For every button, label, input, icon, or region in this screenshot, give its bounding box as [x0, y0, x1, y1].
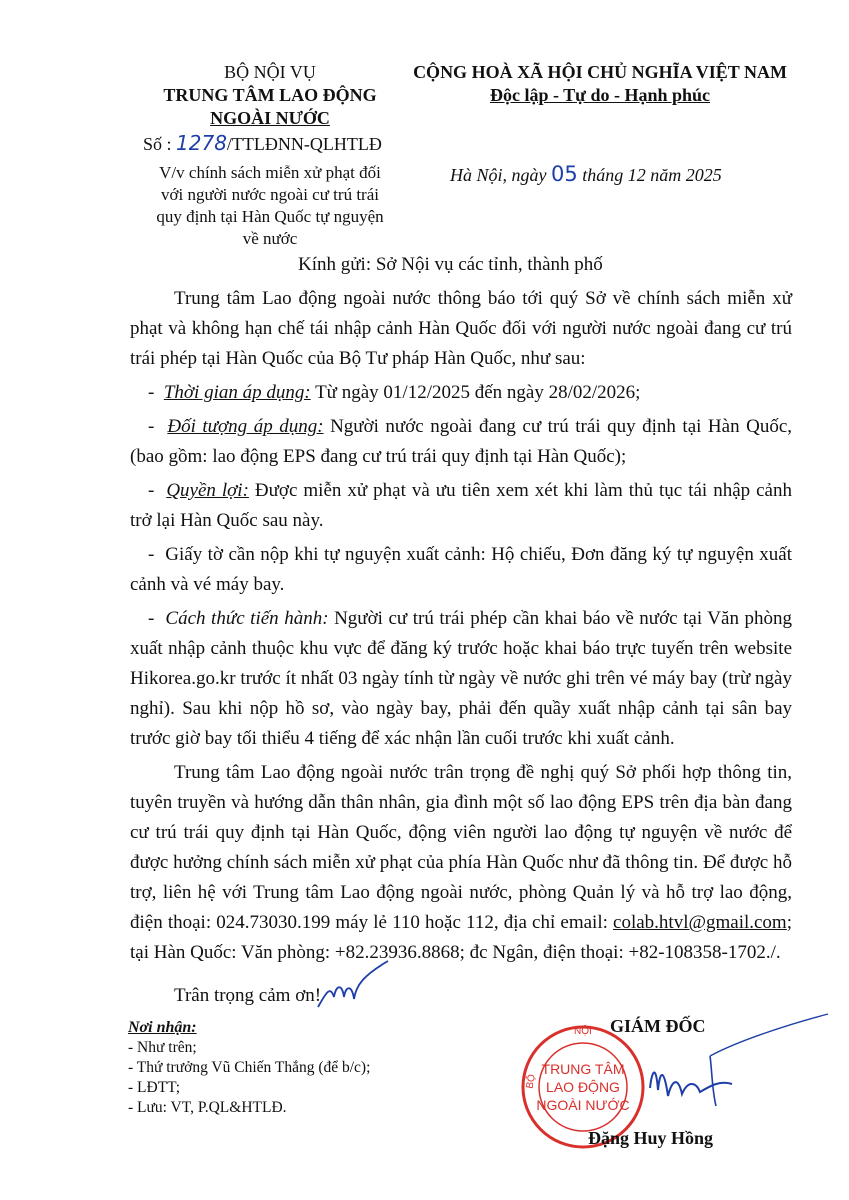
- subject-block: [110, 162, 430, 250]
- recipient-item: - Thứ trưởng Vũ Chiến Thắng (để b/c);: [128, 1059, 371, 1076]
- thanks-line: Trân trọng cảm ơn!: [174, 985, 322, 1006]
- seal-center-text: TRUNG TÂM LAO ĐỘNG NGOÀI NƯỚC: [536, 1061, 630, 1113]
- list-item: - Thời gian áp dụng: Từ ngày 01/12/2025 đến ngày 28/02/2026;: [148, 382, 641, 403]
- ministry-name: BỘ NỘI VỤ: [224, 62, 316, 82]
- seal-top-text: NỘI: [574, 1026, 592, 1037]
- nation-title: CỘNG HOÀ XÃ HỘI CHỦ NGHĨA VIỆT NAM: [413, 62, 787, 82]
- subject-line: V/v chính sách miễn xử phạt đối: [159, 163, 381, 182]
- center-name-line2: NGOÀI NƯỚC: [210, 108, 330, 128]
- seal-side-text: BỘ: [524, 1073, 538, 1090]
- recipients-title: Nơi nhận:: [128, 1019, 197, 1036]
- document-number: Số : 1278/TTLĐNN-QLHTLĐ: [143, 131, 382, 155]
- list-item: - Cách thức tiến hành: Người cư trú trái phép cần khai báo về nước tại Văn phòng xuất nhập cảnh thuộc khu vực để đăng ký trước hoặc khai báo trực tuyến trên website Hikorea.go.kr trước ít nhất 03 ngày tính từ ngày về nước ghi trên vé máy bay (trừ ngày nghỉ). Sau khi nộp hồ sơ, vào ngày bay, phải đến quầy xuất nhập cảnh tại sân bay trước giờ bay tối thiểu 4 tiếng để xác nhận lần cuối trước khi xuất cảnh.: [130, 608, 792, 749]
- recipient-item: - Như trên;: [128, 1039, 197, 1056]
- intro-paragraph: Trung tâm Lao động ngoài nước thông báo tới quý Sở về chính sách miễn xử phạt và không hạn chế tái nhập cảnh Hàn Quốc đối với người nước ngoài đang cư trú trái phép tại Hàn Quốc của Bộ Tư pháp Hàn Quốc, như sau:: [130, 288, 792, 369]
- list-item: - Giấy tờ cần nộp khi tự nguyện xuất cảnh: Hộ chiếu, Đơn đăng ký tự nguyện xuất cảnh và vé máy bay.: [130, 544, 793, 595]
- center-name-line1: TRUNG TÂM LAO ĐỘNG: [163, 85, 377, 105]
- subject-line: với người nước ngoài cư trú trái: [161, 185, 379, 204]
- handwritten-number: 1278: [176, 131, 227, 155]
- recipient-item: - LĐTT;: [128, 1079, 181, 1096]
- list-item: - Đối tượng áp dụng: Người nước ngoài đang cư trú trái quy định tại Hàn Quốc, (bao gồm: lao động EPS đang cư trú trái quy định tại Hàn Quốc);: [130, 416, 793, 467]
- recipients-block: [128, 1018, 458, 1118]
- greeting: Kính gửi: Sở Nội vụ các tỉnh, thành phố: [298, 254, 603, 275]
- motto: Độc lập - Tự do - Hạnh phúc: [489, 85, 711, 105]
- list-item: - Quyền lợi: Được miễn xử phạt và ưu tiên xem xét khi làm thủ tục tái nhập cảnh trở lại Hàn Quốc sau này.: [130, 480, 792, 531]
- subject-line: về nước: [242, 229, 298, 248]
- initials-scribble: [300, 955, 400, 1025]
- signer-title: GIÁM ĐỐC: [610, 1016, 706, 1036]
- recipient-item: - Lưu: VT, P.QL&HTLĐ.: [128, 1099, 287, 1116]
- date-line: Hà Nội, ngày 05 tháng 12 năm 2025: [450, 162, 722, 186]
- subject-line: quy định tại Hàn Quốc tự nguyện: [156, 207, 384, 226]
- signer-name: Đặng Huy Hồng: [588, 1128, 714, 1148]
- email-link[interactable]: colab.htvl@gmail.com: [613, 912, 787, 933]
- closing-paragraph: Trung tâm Lao động ngoài nước trân trọng đề nghị quý Sở phối hợp thông tin, tuyên truyền và hướng dẫn thân nhân, gia đình một số lao động EPS trên địa bàn đang cư trú trái quy định tại Hàn Quốc, động viên người lao động tự nguyện về nước để được hưởng chính sách miễn xử phạt của phía Hàn Quốc như đã thông tin. Để được hỗ trợ, liên hệ với Trung tâm Lao động ngoài nước, phòng Quản lý và hỗ trợ lao động, điện thoại: 024.73030.199 máy lẻ 110 hoặc 112, địa chỉ email: colab.htvl@gmail.com; tại Hàn Quốc: Văn phòng: +82.23936.8868; đc Ngân, điện thoại: +82-108358-1702./.: [130, 762, 792, 963]
- letter-body: [130, 284, 792, 968]
- handwritten-day: 05: [551, 162, 578, 186]
